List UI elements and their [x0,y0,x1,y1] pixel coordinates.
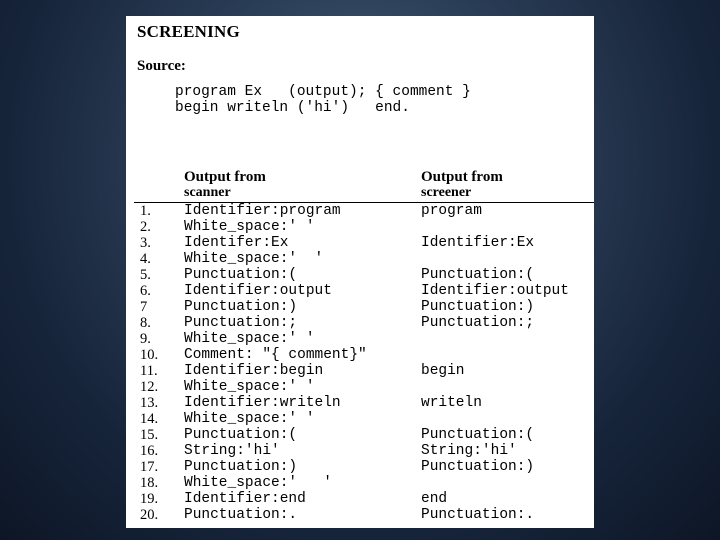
scanner-output: String:'hi' [184,443,280,459]
table-row [126,395,594,411]
row-number: 16. [140,443,159,459]
scanner-header-line2: scanner [184,185,231,200]
scanner-output: Identifier:output [184,283,332,299]
row-number: 13. [140,395,159,411]
row-number: 15. [140,427,159,443]
scanner-output: White_space:' ' [184,475,332,491]
table-row [126,459,594,475]
screener-output: Punctuation:( [421,427,535,443]
row-number: 8. [140,315,151,331]
scanner-output: Punctuation:; [184,315,298,331]
table-row [126,267,594,283]
scanner-output: Identifier:begin [184,363,324,379]
row-number: 14. [140,411,159,427]
row-number: 9. [140,331,151,347]
row-number: 20. [140,507,159,523]
screener-output: Punctuation:) [421,459,535,475]
row-number: 5. [140,267,151,283]
row-number: 1. [140,203,151,219]
table-row [126,203,594,219]
source-code-line-2: begin writeln ('hi') end. [175,100,410,116]
table-row [126,363,594,379]
slide-panel [126,16,594,528]
row-number: 7 [140,299,148,315]
table-row [126,283,594,299]
screener-output: Punctuation:. [421,507,535,523]
row-number: 10. [140,347,159,363]
screener-output: begin [421,363,465,379]
screener-output: Identifier:output [421,283,569,299]
screener-output: end [421,491,448,507]
slide-title: SCREENING [137,22,240,41]
row-number: 19. [140,491,159,507]
screener-output: Punctuation:; [421,315,535,331]
screener-output: String:'hi' [421,443,517,459]
table-row [126,491,594,507]
table-row [126,299,594,315]
screener-output: Identifier:Ex [421,235,535,251]
row-number: 3. [140,235,151,251]
scanner-output: Punctuation:( [184,267,298,283]
screener-output: writeln [421,395,482,411]
table-row [126,475,594,491]
table-row [126,411,594,427]
scanner-output: White_space:' ' [184,219,315,235]
row-number: 12. [140,379,159,395]
screener-header-line1: Output from [421,169,503,185]
scanner-output: Punctuation:) [184,459,298,475]
scanner-output: Identifier:program [184,203,341,219]
screener-output: program [421,203,482,219]
table-row [126,347,594,363]
scanner-output: Punctuation:. [184,507,298,523]
table-row [126,443,594,459]
scanner-output: White_space:' ' [184,411,315,427]
table-row [126,427,594,443]
scanner-output: Identifer:Ex [184,235,289,251]
screener-header-line2: screener [421,185,472,200]
scanner-output: Punctuation:( [184,427,298,443]
table-row [126,379,594,395]
screener-output: Punctuation:( [421,267,535,283]
table-row [126,331,594,347]
table-row [126,219,594,235]
token-table [126,203,594,523]
table-row [126,235,594,251]
scanner-output: White_space:' ' [184,251,324,267]
row-number: 6. [140,283,151,299]
scanner-output: Punctuation:) [184,299,298,315]
table-row [126,315,594,331]
table-row [126,251,594,267]
scanner-output: White_space:' ' [184,331,315,347]
scanner-column-header [184,170,266,200]
row-number: 11. [140,363,158,379]
scanner-output: Identifier:writeln [184,395,341,411]
scanner-output: Comment: "{ comment}" [184,347,367,363]
row-number: 4. [140,251,151,267]
screener-column-header [421,170,503,200]
source-label: Source: [137,58,186,74]
scanner-header-line1: Output from [184,169,266,185]
row-number: 18. [140,475,159,491]
row-number: 2. [140,219,151,235]
scanner-output: White_space:' ' [184,379,315,395]
source-code-line-1: program Ex (output); { comment } [175,84,471,100]
scanner-output: Identifier:end [184,491,306,507]
screener-output: Punctuation:) [421,299,535,315]
row-number: 17. [140,459,159,475]
table-row [126,507,594,523]
